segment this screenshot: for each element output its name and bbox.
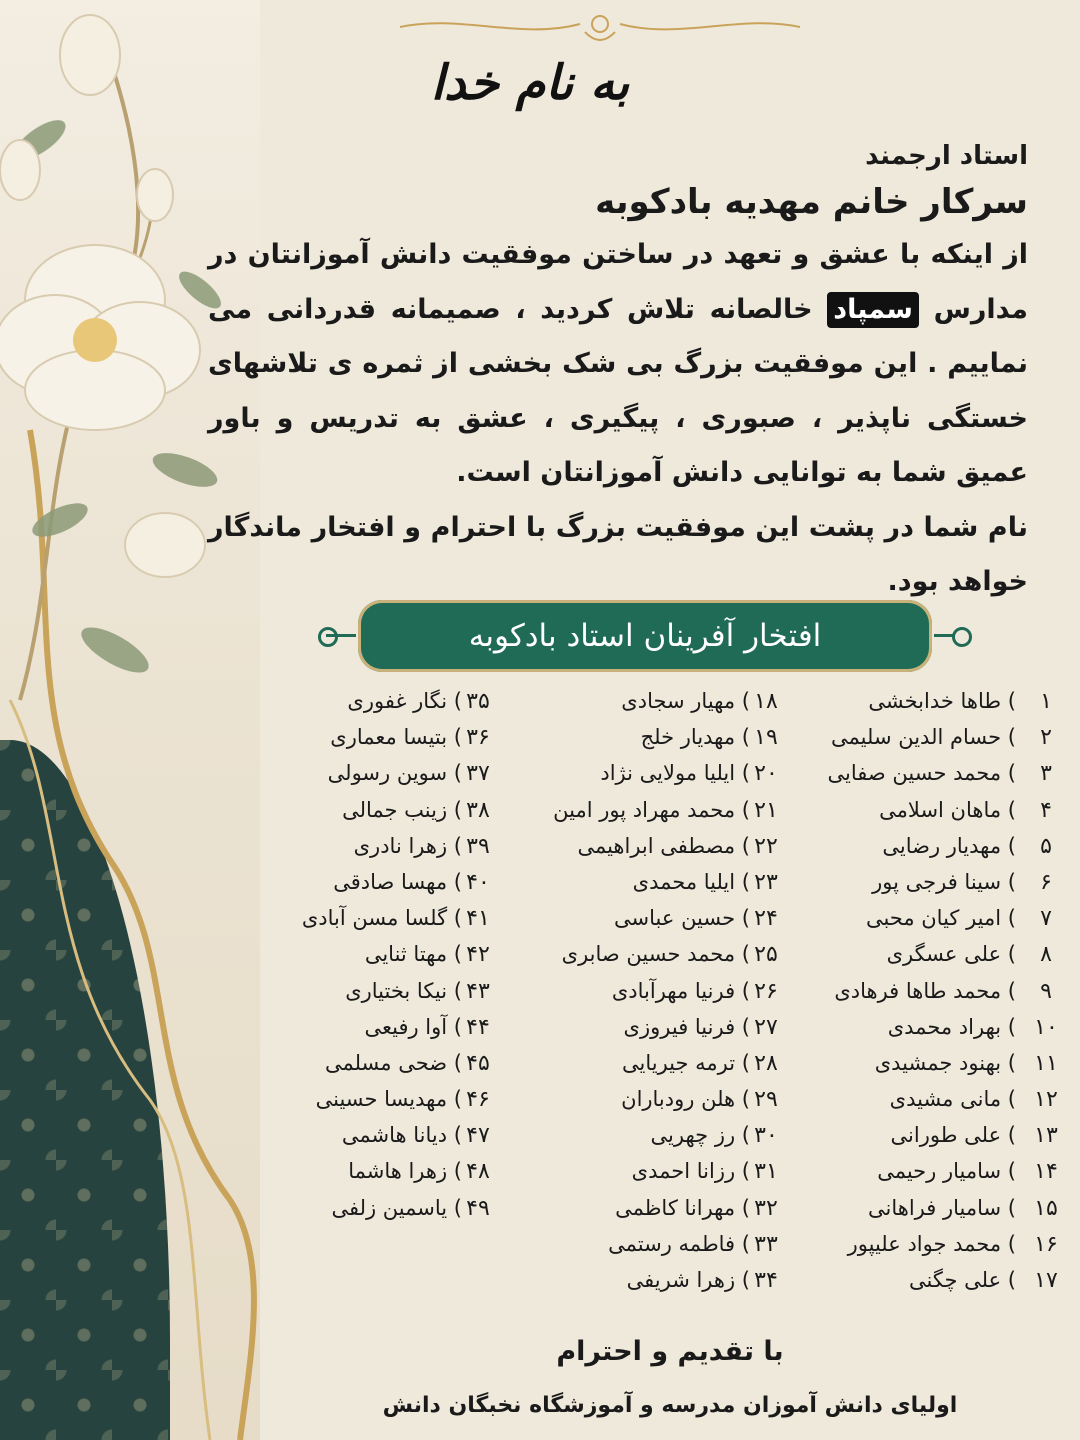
number-parenthesis: ) — [741, 725, 750, 750]
student-list-item — [482, 1081, 782, 1117]
student-list-item — [194, 683, 494, 719]
student-list-item — [194, 1009, 494, 1045]
paragraph-part-2: خالصانه تلاش کردید ، صمیمانه قدردانی می نماییم . این موفقیت بزرگ بی شک بخشی از ثمره ی تلاشهای خستگی ناپذیر ، صبوری ، پیگیری ، عشق به تدریس و باور عمیق شما به توانایی دانش آموزانتان است. — [208, 293, 1028, 488]
student-list-item — [770, 683, 1060, 719]
highlighted-word: سمپاد — [827, 292, 919, 328]
student-name: ایلیا مولایی نژاد — [600, 761, 736, 786]
number-parenthesis: ) — [741, 1195, 750, 1220]
student-number: ۸ — [1040, 942, 1052, 968]
student-name: مهسا صادقی — [333, 869, 448, 894]
number-parenthesis: ) — [1007, 978, 1016, 1003]
student-name: حسام الدین سلیمی — [831, 725, 1002, 750]
student-name: علی طورانی — [890, 1123, 1002, 1148]
number-parenthesis: ) — [1007, 942, 1016, 967]
number-parenthesis: ) — [453, 1159, 462, 1184]
student-list-item — [482, 1045, 782, 1081]
student-name: ایلیا محمدی — [632, 869, 736, 894]
student-list-item — [482, 936, 782, 972]
student-list-item — [482, 1190, 782, 1226]
number-parenthesis: ) — [1007, 1087, 1016, 1112]
number-parenthesis: ) — [1007, 725, 1016, 750]
student-name: مهدیسا حسینی — [315, 1087, 448, 1112]
student-number: ۶ — [1040, 869, 1052, 895]
number-parenthesis: ) — [741, 1014, 750, 1039]
student-number: ۱۶ — [1034, 1231, 1058, 1257]
student-name: فرنیا مهرآبادی — [611, 978, 736, 1003]
student-list-item — [770, 719, 1060, 755]
student-list-item — [482, 719, 782, 755]
student-list-item — [482, 1226, 782, 1262]
number-parenthesis: ) — [1007, 1268, 1016, 1292]
student-number: ۲۶ — [754, 978, 778, 1004]
student-name: طاها خدابخشی — [868, 689, 1002, 713]
number-parenthesis: ) — [1007, 869, 1016, 894]
student-name: سامیار رحیمی — [877, 1159, 1002, 1184]
number-parenthesis: ) — [1007, 1014, 1016, 1039]
student-name: محمد مهراد پور امین — [553, 797, 736, 822]
student-list-item — [482, 973, 782, 1009]
signature-line-2: اولیای دانش آموزان مدرسه و آموزشگاه نخبگان دانش — [382, 1393, 958, 1418]
student-name: مانی مشیدی — [889, 1087, 1002, 1112]
number-parenthesis: ) — [453, 1050, 462, 1075]
student-number: ۲ — [1040, 725, 1052, 751]
student-list-item — [482, 1262, 782, 1298]
student-name: مصطفی ابراهیمی — [577, 833, 736, 858]
number-parenthesis: ) — [1007, 1159, 1016, 1184]
number-parenthesis: ) — [741, 1050, 750, 1075]
student-name: بهنود جمشیدی — [874, 1050, 1002, 1075]
banner-ornament-right — [952, 627, 972, 647]
number-parenthesis: ) — [453, 1087, 462, 1112]
student-number: ۱۱ — [1034, 1050, 1058, 1076]
student-number: ۴۵ — [466, 1050, 490, 1076]
student-list-item — [770, 936, 1060, 972]
student-list-item — [482, 683, 782, 719]
number-parenthesis: ) — [1007, 1123, 1016, 1148]
student-list-item — [194, 1081, 494, 1117]
student-name: مهدیار خلج — [640, 725, 736, 750]
student-name: مهدیار رضایی — [882, 833, 1002, 858]
salutation: استاد ارجمند — [865, 141, 1028, 171]
student-name: سوین رسولی — [327, 761, 448, 786]
student-name: یاسمین زلفی — [331, 1195, 448, 1220]
student-name: زهرا شریفی — [626, 1268, 736, 1292]
number-parenthesis: ) — [453, 1195, 462, 1220]
number-parenthesis: ) — [453, 942, 462, 967]
student-list-item — [770, 1262, 1060, 1298]
letter-body — [208, 136, 1028, 610]
student-name: آوا رفیعی — [364, 1014, 448, 1039]
student-number: ۲۲ — [754, 833, 778, 859]
student-list-item — [482, 828, 782, 864]
number-parenthesis: ) — [1007, 833, 1016, 858]
number-parenthesis: ) — [1007, 761, 1016, 786]
student-name: زینب جمالی — [342, 797, 448, 822]
student-list-item — [194, 1045, 494, 1081]
student-number: ۴ — [1040, 797, 1052, 823]
student-number: ۴۰ — [466, 869, 490, 895]
student-number: ۲۵ — [754, 942, 778, 968]
student-name: مهتا ثنایی — [364, 942, 448, 967]
student-list-item — [194, 936, 494, 972]
student-name: بهراد محمدی — [887, 1014, 1002, 1039]
besmellah-heading: به نام خدا — [430, 55, 630, 111]
student-number: ۳۷ — [466, 761, 490, 787]
student-number: ۱۲ — [1034, 1087, 1058, 1113]
student-number: ۳۸ — [466, 797, 490, 823]
student-list-item — [482, 1009, 782, 1045]
number-parenthesis: ) — [741, 1159, 750, 1184]
number-parenthesis: ) — [741, 761, 750, 786]
student-number: ۳۰ — [754, 1123, 778, 1149]
student-number: ۴۷ — [466, 1123, 490, 1149]
student-list-column-2 — [482, 683, 782, 1298]
student-name: بتیسا معماری — [330, 725, 448, 750]
number-parenthesis: ) — [741, 942, 750, 967]
student-number: ۳۵ — [466, 689, 490, 714]
number-parenthesis: ) — [741, 1268, 750, 1292]
student-number: ۱۷ — [1034, 1268, 1058, 1293]
student-name: محمد حسین صفایی — [827, 761, 1002, 786]
student-list-item — [770, 755, 1060, 791]
number-parenthesis: ) — [741, 833, 750, 858]
closing-paragraph: نام شما در پشت این موفقیت بزرگ با احترام و افتخار ماندگار خواهد بود. — [208, 511, 1028, 597]
addressee-name: سرکار خانم مهدیه بادکوبه — [595, 182, 1028, 222]
signature-line-1: با تقدیم و احترام — [556, 1336, 784, 1367]
student-name: رزانا احمدی — [631, 1159, 736, 1184]
number-parenthesis: ) — [453, 1123, 462, 1148]
paragraph-part-1: از اینکه با عشق و تعهد در ساختن موفقیت دانش آموزانتان در مدارس — [208, 239, 1028, 325]
banner-line-left — [326, 634, 356, 637]
student-number: ۴۲ — [466, 942, 490, 968]
student-list-item — [770, 1117, 1060, 1153]
student-list-item — [770, 864, 1060, 900]
student-name: علی عسگری — [886, 942, 1002, 967]
student-list-item — [194, 792, 494, 828]
student-name: مهرانا کاظمی — [615, 1195, 736, 1220]
student-name: امیر کیان محبی — [865, 906, 1002, 931]
student-name: نگار غفوری — [347, 689, 448, 713]
number-parenthesis: ) — [453, 833, 462, 858]
student-name: گلسا مسن آبادی — [301, 906, 448, 931]
student-number: ۴۴ — [466, 1014, 490, 1040]
number-parenthesis: ) — [1007, 797, 1016, 822]
number-parenthesis: ) — [453, 906, 462, 931]
student-number: ۴۶ — [466, 1087, 490, 1113]
student-number: ۱۴ — [1034, 1159, 1058, 1185]
student-name: محمد جواد علیپور — [847, 1231, 1002, 1256]
student-name: محمد حسین صابری — [561, 942, 736, 967]
number-parenthesis: ) — [741, 869, 750, 894]
student-number: ۲۷ — [754, 1014, 778, 1040]
student-list-item — [194, 864, 494, 900]
number-parenthesis: ) — [741, 1123, 750, 1148]
top-ornament — [400, 4, 800, 50]
student-list-item — [482, 1153, 782, 1189]
number-parenthesis: ) — [453, 761, 462, 786]
student-number: ۲۹ — [754, 1087, 778, 1113]
student-name: زهرا هاشما — [348, 1159, 448, 1184]
student-number: ۴۳ — [466, 978, 490, 1004]
student-name: علی چگنی — [909, 1268, 1002, 1292]
number-parenthesis: ) — [453, 1014, 462, 1039]
student-number: ۳۳ — [754, 1231, 778, 1257]
student-list-item — [770, 900, 1060, 936]
student-name: ترمه جیریایی — [621, 1050, 736, 1075]
student-number: ۱۰ — [1034, 1014, 1058, 1040]
number-parenthesis: ) — [453, 689, 462, 713]
student-name: فرنیا فیروزی — [623, 1014, 736, 1039]
student-number: ۳۹ — [466, 833, 490, 859]
student-list-column-1 — [770, 683, 1060, 1298]
student-number: ۱۵ — [1034, 1195, 1058, 1221]
student-number: ۴۹ — [466, 1195, 490, 1221]
student-name: هلن رودباران — [621, 1087, 736, 1112]
number-parenthesis: ) — [453, 797, 462, 822]
student-name: سامیار فراهانی — [868, 1195, 1002, 1220]
student-number: ۴۸ — [466, 1159, 490, 1185]
number-parenthesis: ) — [453, 725, 462, 750]
number-parenthesis: ) — [453, 978, 462, 1003]
student-list-item — [194, 1117, 494, 1153]
number-parenthesis: ) — [1007, 689, 1016, 713]
student-number: ۲۳ — [754, 869, 778, 895]
student-name: زهرا نادری — [353, 833, 448, 858]
student-name: حسین عباسی — [614, 906, 736, 931]
student-list-item — [482, 755, 782, 791]
student-name: ضحی مسلمی — [324, 1050, 448, 1075]
number-parenthesis: ) — [1007, 1231, 1016, 1256]
student-list-item — [194, 755, 494, 791]
number-parenthesis: ) — [741, 689, 750, 713]
student-name: سینا فرجی پور — [872, 869, 1002, 894]
student-number: ۳۶ — [466, 725, 490, 751]
student-list-item — [770, 973, 1060, 1009]
student-list-item — [482, 1117, 782, 1153]
number-parenthesis: ) — [741, 797, 750, 822]
student-list-item — [482, 792, 782, 828]
student-number: ۵ — [1040, 833, 1052, 859]
student-list-item — [770, 1190, 1060, 1226]
student-number: ۴۱ — [466, 906, 490, 932]
honor-banner: افتخار آفرینان استاد بادکوبه — [358, 600, 932, 672]
student-number: ۱ — [1040, 689, 1052, 714]
student-name: رز چهریی — [650, 1123, 736, 1148]
student-name: ماهان اسلامی — [879, 797, 1002, 822]
number-parenthesis: ) — [741, 1231, 750, 1256]
student-number: ۲۸ — [754, 1050, 778, 1076]
banner-ornament-left — [318, 627, 338, 647]
student-number: ۳۱ — [754, 1159, 778, 1185]
student-number: ۱۹ — [754, 725, 778, 751]
student-number: ۲۰ — [754, 761, 778, 787]
number-parenthesis: ) — [741, 978, 750, 1003]
student-name: محمد طاها فرهادی — [834, 978, 1002, 1003]
student-number: ۳ — [1040, 761, 1052, 787]
student-list-item — [770, 1045, 1060, 1081]
student-list-item — [194, 1190, 494, 1226]
student-number: ۱۸ — [754, 689, 778, 714]
student-list-column-3 — [194, 683, 494, 1226]
student-name: مهیار سجادی — [621, 689, 736, 713]
number-parenthesis: ) — [453, 869, 462, 894]
student-list-item — [194, 719, 494, 755]
student-number: ۳۴ — [754, 1268, 778, 1293]
student-list-item — [770, 1081, 1060, 1117]
student-list-item — [770, 828, 1060, 864]
student-list-item — [194, 1153, 494, 1189]
student-number: ۲۱ — [754, 797, 778, 823]
student-list-item — [482, 864, 782, 900]
student-name: دیانا هاشمی — [341, 1123, 448, 1148]
student-number: ۹ — [1040, 978, 1052, 1004]
student-number: ۳۲ — [754, 1195, 778, 1221]
student-list-item — [194, 828, 494, 864]
student-number: ۲۴ — [754, 906, 778, 932]
banner-wrapper — [318, 600, 972, 672]
student-list-item — [770, 792, 1060, 828]
student-list-item — [482, 900, 782, 936]
number-parenthesis: ) — [741, 1087, 750, 1112]
student-list-item — [770, 1153, 1060, 1189]
student-list-item — [770, 1226, 1060, 1262]
student-list-item — [194, 900, 494, 936]
number-parenthesis: ) — [1007, 1050, 1016, 1075]
number-parenthesis: ) — [1007, 906, 1016, 931]
student-name: فاطمه رستمی — [608, 1231, 736, 1256]
number-parenthesis: ) — [741, 906, 750, 931]
student-list-item — [194, 973, 494, 1009]
number-parenthesis: ) — [1007, 1195, 1016, 1220]
student-number: ۷ — [1040, 906, 1052, 932]
appreciation-paragraph — [208, 228, 1028, 501]
student-number: ۱۳ — [1034, 1123, 1058, 1149]
student-list-item — [770, 1009, 1060, 1045]
student-name: نیکا بختیاری — [345, 978, 448, 1003]
